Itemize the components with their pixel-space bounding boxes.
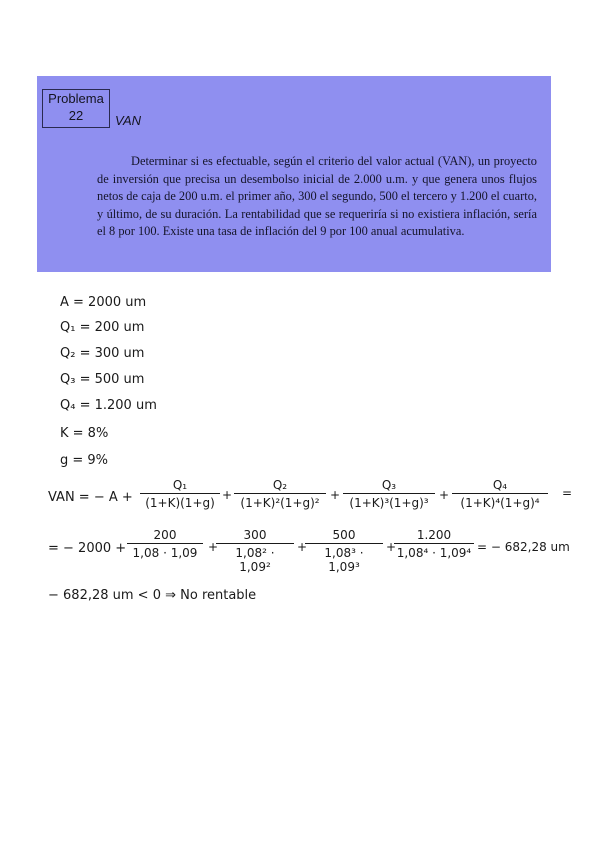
formula-term-1-den: (1+K)(1+g) bbox=[140, 493, 220, 510]
substitution-result: = − 682,28 um bbox=[477, 540, 570, 554]
formula-term-3-den: (1+K)³(1+g)³ bbox=[343, 493, 435, 510]
formula-term-4-num: Q₄ bbox=[492, 478, 508, 492]
problem-subject: VAN bbox=[115, 113, 142, 128]
substitution-term-1-den: 1,08 · 1,09 bbox=[127, 543, 203, 560]
given-line-q2: Q₂ = 300 um bbox=[60, 346, 145, 361]
formula-term-4-den: (1+K)⁴(1+g)⁴ bbox=[452, 493, 548, 510]
substitution-plus-1: + bbox=[208, 540, 219, 554]
formula-term-3-num: Q₃ bbox=[381, 478, 397, 492]
formula-lhs: VAN = − A + bbox=[48, 490, 133, 505]
substitution-term-4 bbox=[394, 528, 474, 560]
formula-equals: = bbox=[562, 486, 573, 500]
badge-number: 22 bbox=[68, 108, 84, 123]
formula-term-1-num: Q₁ bbox=[172, 478, 188, 492]
substitution-plus-3: + bbox=[386, 540, 397, 554]
formula-term-4 bbox=[452, 478, 548, 510]
substitution-term-3 bbox=[305, 528, 383, 574]
given-line-k: K = 8% bbox=[60, 426, 109, 441]
badge-word: Problema bbox=[48, 91, 104, 106]
formula-term-2-num: Q₂ bbox=[272, 478, 288, 492]
substitution-term-3-num: 500 bbox=[332, 528, 356, 542]
given-line-q1: Q₁ = 200 um bbox=[60, 320, 145, 335]
problem-badge bbox=[42, 89, 110, 128]
substitution-term-1 bbox=[127, 528, 203, 560]
substitution-term-1-num: 200 bbox=[153, 528, 177, 542]
substitution-term-4-den: 1,08⁴ · 1,09⁴ bbox=[394, 543, 474, 560]
formula-plus-3: + bbox=[439, 488, 450, 502]
substitution-term-4-num: 1.200 bbox=[416, 528, 452, 542]
substitution-lhs: = − 2000 + bbox=[48, 541, 127, 556]
formula-plus-1: + bbox=[222, 488, 233, 502]
substitution-term-2-num: 300 bbox=[243, 528, 267, 542]
printed-problem-box bbox=[37, 76, 551, 272]
given-line-a: A = 2000 um bbox=[60, 295, 147, 310]
given-line-g: g = 9% bbox=[60, 453, 109, 468]
given-line-q4: Q₄ = 1.200 um bbox=[60, 398, 157, 413]
substitution-term-2-den: 1,08² · 1,09² bbox=[216, 543, 294, 574]
substitution-term-2 bbox=[216, 528, 294, 574]
formula-term-2-den: (1+K)²(1+g)² bbox=[234, 493, 326, 510]
formula-term-1 bbox=[140, 478, 220, 510]
formula-term-3 bbox=[343, 478, 435, 510]
formula-plus-2: + bbox=[330, 488, 341, 502]
substitution-plus-2: + bbox=[297, 540, 308, 554]
given-line-q3: Q₃ = 500 um bbox=[60, 372, 145, 387]
substitution-term-3-den: 1,08³ · 1,09³ bbox=[305, 543, 383, 574]
problem-statement: Determinar si es efectuable, según el criterio del valor actual (VAN), un proyecto de inversión que precisa un desembolso inicial de 2.000 u.m. y que genera unos flujos netos de caja de 200 u.m. el primer año, 300 el segundo, 500 el tercero y 1.200 el cuarto, y último, de su duración. La rentabilidad que se requeriría si no existiera inflación, sería el 8 por 100. Existe una tasa de inflación del 9 por 100 anual acumulativa. bbox=[97, 154, 537, 238]
formula-term-2 bbox=[234, 478, 326, 510]
conclusion-line: − 682,28 um < 0 ⇒ No rentable bbox=[48, 588, 257, 603]
